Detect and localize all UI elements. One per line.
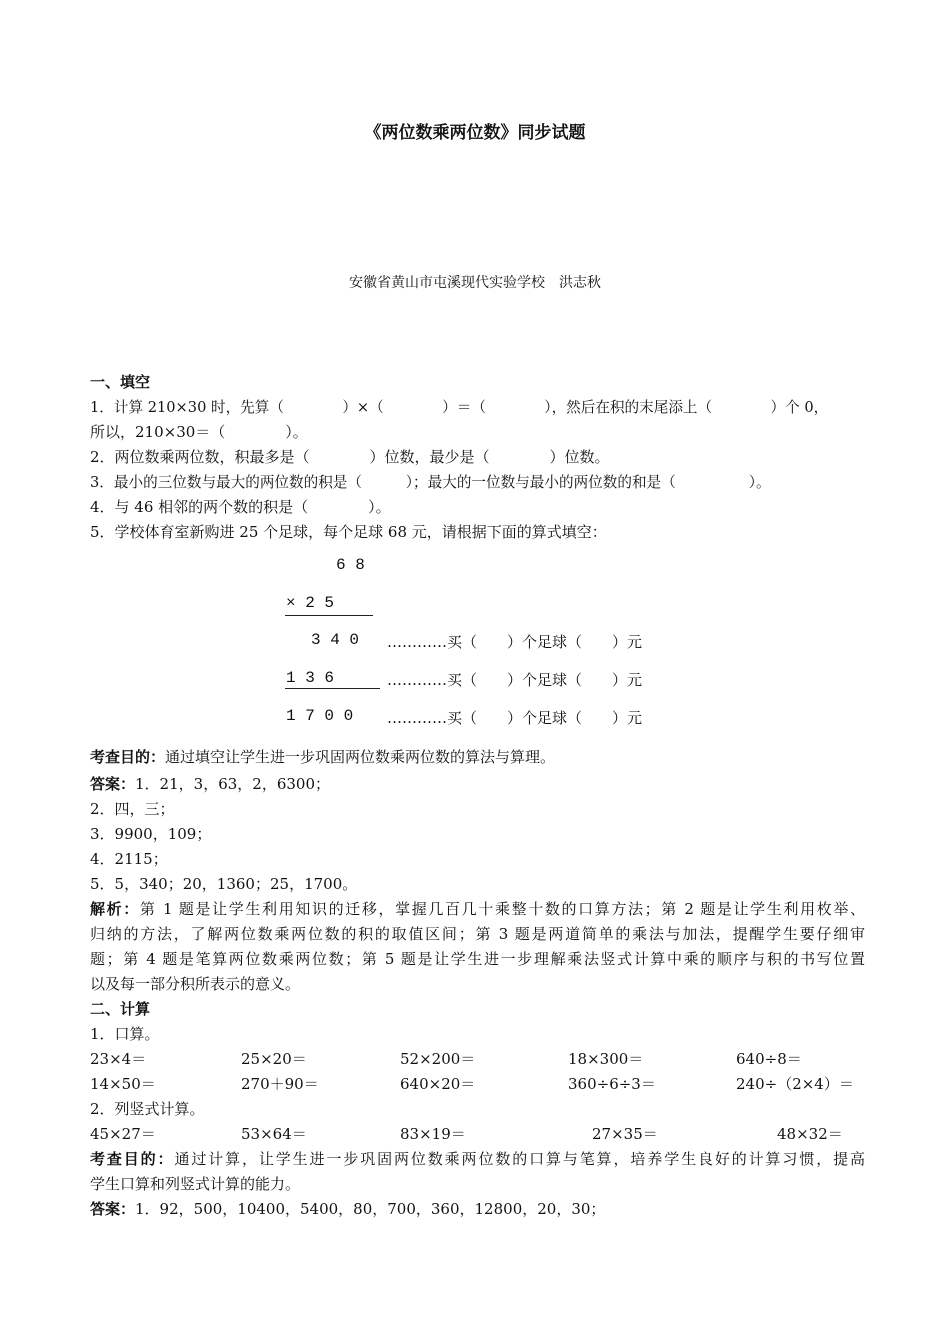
answer-section2-text: 1．92，500，10400，5400，80，700，360，12800，20，30；: [135, 1200, 606, 1218]
vertical-row-partial-1: 3 4 0: [311, 631, 360, 649]
question-2: 2．两位数乘两位数，积最多是（ ）位数，最少是（ ）位数。: [90, 448, 610, 466]
written-item: 27×35＝: [592, 1125, 658, 1143]
oral-item: 240÷（2×4）＝: [736, 1075, 854, 1093]
oral-item: 270＋90＝: [241, 1075, 319, 1093]
written-item: 53×64＝: [241, 1125, 307, 1143]
written-item: 45×27＝: [90, 1125, 156, 1143]
oral-item: 52×200＝: [400, 1050, 476, 1068]
oral-item: 23×4＝: [90, 1050, 147, 1068]
purpose-1-label: 考查目的：: [90, 748, 166, 766]
oral-item: 14×50＝: [90, 1075, 156, 1093]
vertical-fill-1: …………买（ ）个足球（ ）元: [387, 633, 643, 651]
page-title: 《两位数乘两位数》同步试题: [364, 123, 586, 143]
vertical-row-multiplier: × 2 5: [286, 594, 335, 612]
oral-item: 25×20＝: [241, 1050, 307, 1068]
vertical-row-product: 1 7 0 0: [286, 707, 354, 725]
answer-4: 4．2115；: [90, 850, 168, 868]
purpose-1-text: 通过填空让学生进一步巩固两位数乘两位数的算法与算理。: [165, 748, 556, 766]
analysis-line-3: 题；第 4 题是笔算两位数乘两位数；第 5 题是让学生进一步理解乘法竖式计算中乘的顺序与积的书写位置: [90, 950, 865, 968]
answer-1: [90, 773, 330, 794]
purpose-2-text: 通过计算，让学生进一步巩固两位数乘两位数的口算与笔算，培养学生良好的计算习惯，提高: [174, 1150, 865, 1168]
answer-section2: [90, 1198, 605, 1219]
vertical-row-partial-2: 1 3 6: [286, 669, 335, 687]
answer-1-label: 答案：: [90, 775, 136, 793]
question-1-line1: 1．计算 210×30 时，先算（ ）×（ ）＝（ ），然后在积的末尾添上（ ）个 0，: [90, 399, 829, 416]
written-item: 48×32＝: [777, 1125, 843, 1143]
question-1-line2: 所以，210×30＝（ ）。: [90, 423, 308, 441]
purpose-2-line-1: [90, 1148, 865, 1169]
vertical-fill-3: …………买（ ）个足球（ ）元: [387, 709, 643, 727]
vertical-row-multiplicand: 6 8: [336, 556, 365, 574]
analysis-line-4: 以及每一部分积所表示的意义。: [90, 975, 301, 993]
question-5: 5．学校体育室新购进 25 个足球，每个足球 68 元，请根据下面的算式填空：: [90, 523, 607, 541]
answer-1-text: 1．21，3，63，2，6300；: [135, 775, 330, 793]
answer-5: 5．5，340；20，1360；25，1700。: [90, 875, 358, 893]
answer-3: 3．9900，109；: [90, 825, 212, 843]
vertical-fill-2: …………买（ ）个足球（ ）元: [387, 671, 643, 689]
analysis-text-1: 第 1 题是让学生利用知识的迁移，掌握几百几十乘整十数的口算方法；第 2 题是让学生利用枚举、: [139, 900, 865, 918]
purpose-2-line-2: 学生口算和列竖式计算的能力。: [90, 1175, 301, 1193]
section2-heading: 二、计算: [90, 1000, 151, 1018]
oral-calc-label: 1．口算。: [90, 1025, 160, 1043]
answer-section2-label: 答案：: [90, 1200, 136, 1218]
oral-item: 18×300＝: [568, 1050, 644, 1068]
oral-item: 640×20＝: [400, 1075, 476, 1093]
oral-item: 360÷6÷3＝: [568, 1075, 656, 1093]
question-3: 3．最小的三位数与最大的两位数的积是（ ）；最大的一位数与最小的两位数的和是（ ）。: [90, 474, 771, 491]
written-calc-label: 2．列竖式计算。: [90, 1100, 205, 1118]
answer-2: 2．四，三；: [90, 800, 175, 818]
question-4: 4．与 46 相邻的两个数的积是（ ）。: [90, 498, 391, 516]
analysis-line-2: 归纳的方法，了解两位数乘两位数的积的取值区间；第 3 题是两道简单的乘法与加法，提醒学生要仔细审: [90, 925, 865, 943]
analysis-label: 解析：: [90, 900, 140, 918]
oral-item: 640÷8＝: [736, 1050, 802, 1068]
vertical-rule-1: [285, 615, 373, 616]
written-item: 83×19＝: [400, 1125, 466, 1143]
vertical-rule-2: [285, 688, 380, 689]
author-line: 安徽省黄山市屯溪现代实验学校 洪志秋: [349, 275, 601, 291]
analysis-line-1: [90, 898, 865, 919]
purpose-1: [90, 746, 555, 767]
purpose-2-label: 考查目的：: [90, 1150, 175, 1168]
section1-heading: 一、填空: [90, 373, 151, 391]
